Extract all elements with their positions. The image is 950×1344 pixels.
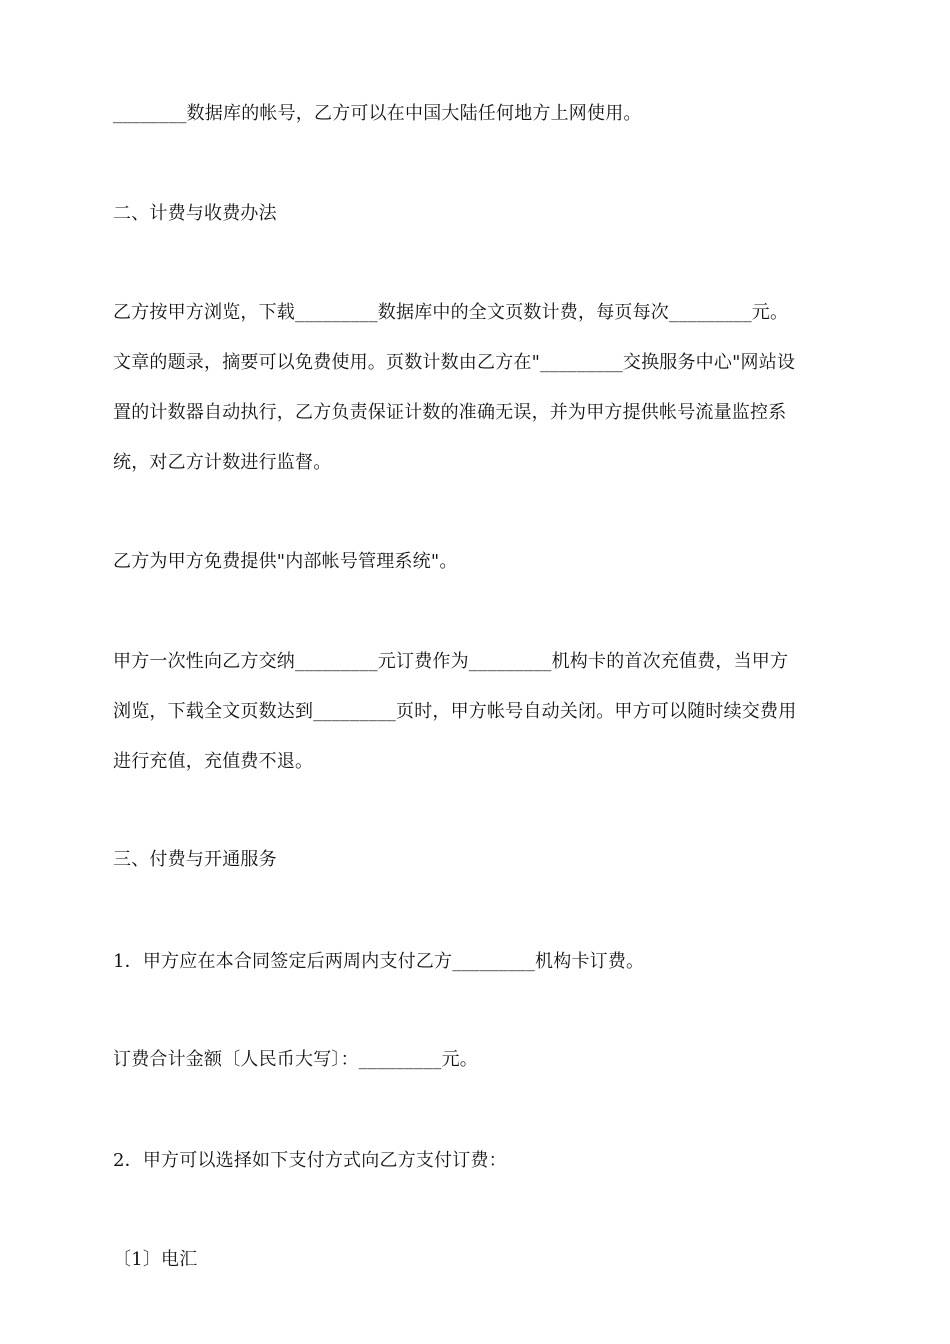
intro-line: ________数据库的帐号，乙方可以在中国大陆任何地方上网使用。 — [113, 103, 642, 124]
section-3-heading: 三、付费与开通服务 — [113, 849, 277, 870]
section-2-para-3-line-1: 甲方一次性向乙方交纳_________元订费作为_________机构卡的首次充值费，当甲方 — [113, 651, 789, 672]
section-3-item-2: 2．甲方可以选择如下支付方式向乙方支付订费： — [113, 1150, 507, 1171]
section-3-option-1: 〔1〕电汇 — [113, 1249, 198, 1270]
section-3-item-1: 1．甲方应在本合同签定后两周内支付乙方_________机构卡订费。 — [113, 951, 645, 972]
section-3-total-amount: 订费合计金额〔人民币大写〕：_________元。 — [113, 1049, 478, 1070]
section-2-para-3-line-2: 浏览，下载全文页数达到_________页时，甲方帐号自动关闭。甲方可以随时续交费用 — [113, 701, 797, 722]
section-2-para-1-line-2: 文章的题录，摘要可以免费使用。页数计数由乙方在"_________交换服务中心"网站设 — [113, 352, 796, 373]
section-2-para-1-line-4: 统，对乙方计数进行监督。 — [113, 452, 332, 473]
section-2-para-1-line-1: 乙方按甲方浏览，下载_________数据库中的全文页数计费，每页每次_________元。 — [113, 302, 789, 323]
section-2-heading: 二、计费与收费办法 — [113, 203, 277, 224]
section-2-para-3-line-3: 进行充值，充值费不退。 — [113, 751, 314, 772]
section-2-para-2: 乙方为甲方免费提供"内部帐号管理系统"。 — [113, 551, 458, 572]
section-2-para-1-line-3: 置的计数器自动执行，乙方负责保证计数的准确无误，并为甲方提供帐号流量监控系 — [113, 402, 787, 423]
